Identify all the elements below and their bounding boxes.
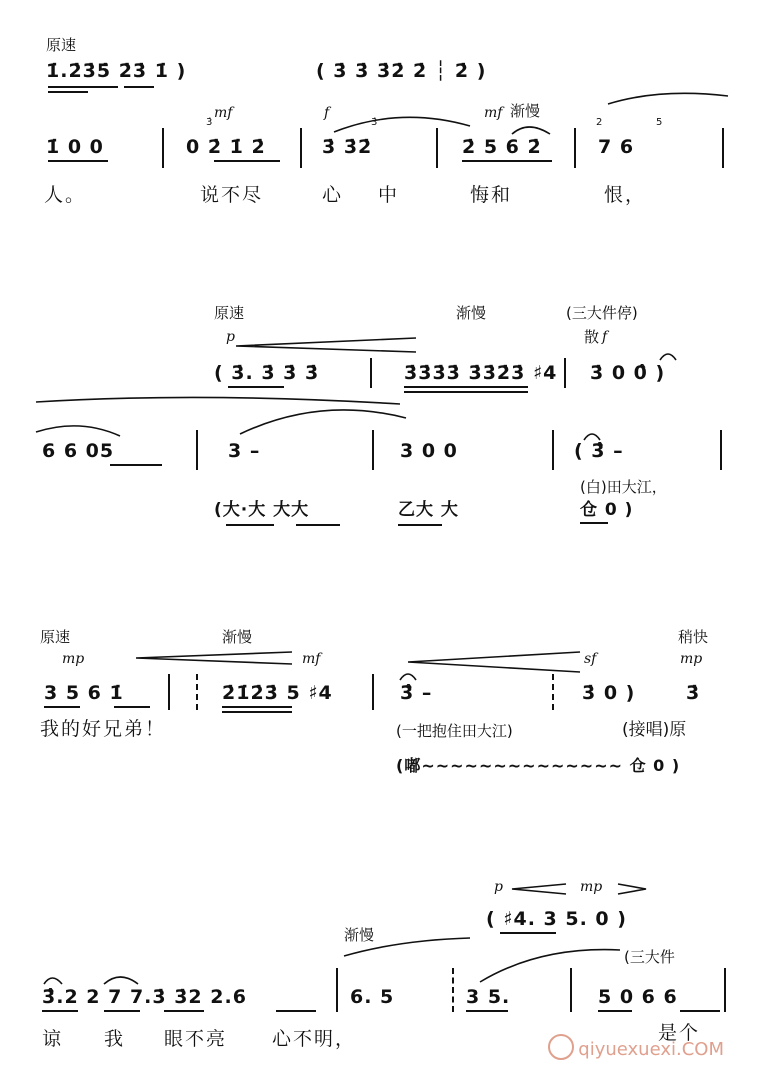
beam (226, 524, 274, 526)
measure: 6 6 05 (42, 440, 115, 462)
accompaniment: ( ♯4. 3 5. 0 ) (486, 908, 627, 930)
beam (276, 1010, 316, 1012)
beam (228, 386, 284, 388)
measure: 7 6 (598, 136, 635, 158)
beam (680, 1010, 720, 1012)
accompaniment: 3̇ 0 0̂ ) (590, 362, 666, 384)
slur (104, 977, 138, 984)
slur (480, 950, 620, 982)
grace-note: 3̇ (371, 117, 378, 128)
slur (36, 397, 400, 404)
beam (404, 391, 528, 393)
accompaniment: 3̇3̇3̇3̇ 3̇3̇2̇3̇ ♯4 (404, 362, 558, 384)
dynamic-mark: mf (302, 651, 321, 667)
tempo-marking: 原速 (46, 36, 77, 54)
hairpin (408, 652, 580, 672)
barline (372, 674, 374, 710)
lyric: 谅 (42, 1028, 64, 1050)
beam (462, 160, 552, 162)
performance-note: (三大件 (624, 948, 675, 966)
barline (724, 968, 726, 1012)
slur (240, 410, 406, 434)
dynamic-mark: p (494, 879, 503, 895)
lyric: 悔和 (470, 184, 513, 206)
dynamic-mark: mp (680, 651, 703, 667)
dynamic-mark: mf (484, 105, 503, 121)
lyric: 我 (104, 1028, 126, 1050)
barline (722, 128, 724, 168)
hairpin (236, 338, 416, 352)
barline (300, 128, 302, 168)
dashed-barline (196, 674, 198, 710)
barline (436, 128, 438, 168)
slur (44, 978, 62, 984)
measure: 0 2̇ 1̇ 2̇ (186, 136, 266, 158)
beam (110, 464, 162, 466)
prelude-figure: ( 3̇ 3̇ 3̇2̇ 2̇ ┆ 2̇ ) (316, 60, 487, 82)
measure: 1̇ 0 0 (46, 136, 104, 158)
beam (48, 160, 108, 162)
beam (222, 711, 292, 713)
beam (42, 1010, 78, 1012)
measure: 3̇ 3̇2̇ (322, 136, 373, 158)
watermark: qiyuexuexi.COM (548, 1034, 724, 1060)
lyric: 心不明， (272, 1028, 357, 1050)
dynamic-mark: sf (584, 651, 597, 667)
barline (162, 128, 164, 168)
tempo-marking: 渐慢 (456, 304, 487, 322)
accompaniment: ( 3̇. 3̇ 3̇ 3̇ (214, 362, 320, 384)
barline (720, 430, 722, 470)
percussion-part: (嘟~~~~~~~~~~~~~~ 仓 0 ) (396, 756, 681, 775)
barline (196, 430, 198, 470)
hairpin (618, 884, 646, 894)
beam (222, 706, 292, 708)
beam (580, 522, 608, 524)
measure: 3 – (228, 440, 261, 462)
tempo-marking: 渐慢 (510, 102, 541, 120)
beam (114, 706, 150, 708)
dynamic-mark: f (324, 105, 330, 121)
lyric: 中 (378, 184, 400, 206)
beam (48, 86, 118, 88)
lyric: 我的好兄弟！ (40, 718, 167, 740)
logo-icon (548, 1034, 574, 1060)
performance-note: (三大件停) (566, 304, 638, 322)
tempo-marking: 原速 (214, 304, 245, 322)
beam (104, 1010, 140, 1012)
measure: 3̂ – (400, 682, 433, 704)
slur (608, 93, 728, 104)
beam (404, 386, 528, 388)
dynamic-mark: f (602, 329, 608, 345)
beam (214, 160, 280, 162)
beam (164, 1010, 204, 1012)
dynamic-mark: p (226, 329, 235, 345)
hairpin (512, 884, 566, 894)
measure: ( 3̂ – (574, 440, 624, 462)
measure: 5 0 6 6 (598, 986, 678, 1008)
barline (370, 358, 372, 388)
lyric: 说不尽 (200, 184, 264, 206)
beam (124, 86, 154, 88)
beam (296, 524, 340, 526)
barline (372, 430, 374, 470)
measure: 3 5 6 1̇ (44, 682, 124, 704)
grace-note: 2 (596, 117, 603, 128)
fermata (400, 674, 416, 680)
tempo-marking: 渐慢 (344, 926, 375, 944)
percussion-part: 仓 0 ) (580, 500, 634, 520)
stage-direction: (一把抱住田大江) (396, 722, 513, 740)
lyric: 心 (322, 184, 344, 206)
barline (168, 674, 170, 710)
barline (336, 968, 338, 1012)
grace-note: 5 (656, 117, 663, 128)
tempo-marking: 稍快 (678, 628, 709, 646)
spoken-line: (白)田大江， (580, 478, 667, 496)
beam (44, 706, 80, 708)
dashed-barline (452, 968, 454, 1012)
fermata (660, 354, 676, 360)
slur (512, 127, 550, 134)
lyric: 恨， (604, 184, 647, 206)
hairpin (136, 652, 292, 664)
measure: 3 0 0 (400, 440, 458, 462)
beam (500, 932, 556, 934)
beam (598, 1010, 632, 1012)
beam (48, 91, 88, 93)
barline (570, 968, 572, 1012)
prelude-figure: 1̇.2̇3̇5̇ 2̇3̇ 1̇ ) (46, 60, 187, 82)
lyric: 是个 (658, 1022, 701, 1044)
tempo-marking: 渐慢 (222, 628, 253, 646)
percussion-part: (大·大 大大 (214, 500, 310, 520)
dynamic-mark: mp (580, 879, 603, 895)
stage-direction: (接唱)原 (622, 720, 687, 740)
slur (36, 426, 120, 436)
barline (564, 358, 566, 388)
measure: 2̇1̇2̇3̇ 5 ♯4 (222, 682, 333, 704)
performance-note: 散 (584, 328, 600, 346)
slur (334, 117, 470, 132)
barline (552, 430, 554, 470)
grace-note: 3̇ (206, 117, 213, 128)
measure: 6. 5 (350, 986, 395, 1008)
dashed-barline (552, 674, 554, 710)
dynamic-mark: mf (214, 105, 233, 121)
beam (466, 1010, 508, 1012)
measure: 3̇ 0 ) (582, 682, 636, 704)
measure: 2̇ 5 6 2̇ (462, 136, 542, 158)
lyric: 人。 (44, 184, 87, 206)
barline (574, 128, 576, 168)
measure: 3̂.2 2 7 7.3̇ 3̇2 2.6 (42, 986, 247, 1008)
dynamic-mark: mp (62, 651, 85, 667)
lyric: 眼不亮 (164, 1028, 228, 1050)
measure: 3 5. (466, 986, 511, 1008)
measure: 3̇ (686, 682, 701, 704)
beam (398, 524, 442, 526)
tempo-marking: 原速 (40, 628, 71, 646)
percussion-part: 乙大 大 (398, 500, 459, 520)
